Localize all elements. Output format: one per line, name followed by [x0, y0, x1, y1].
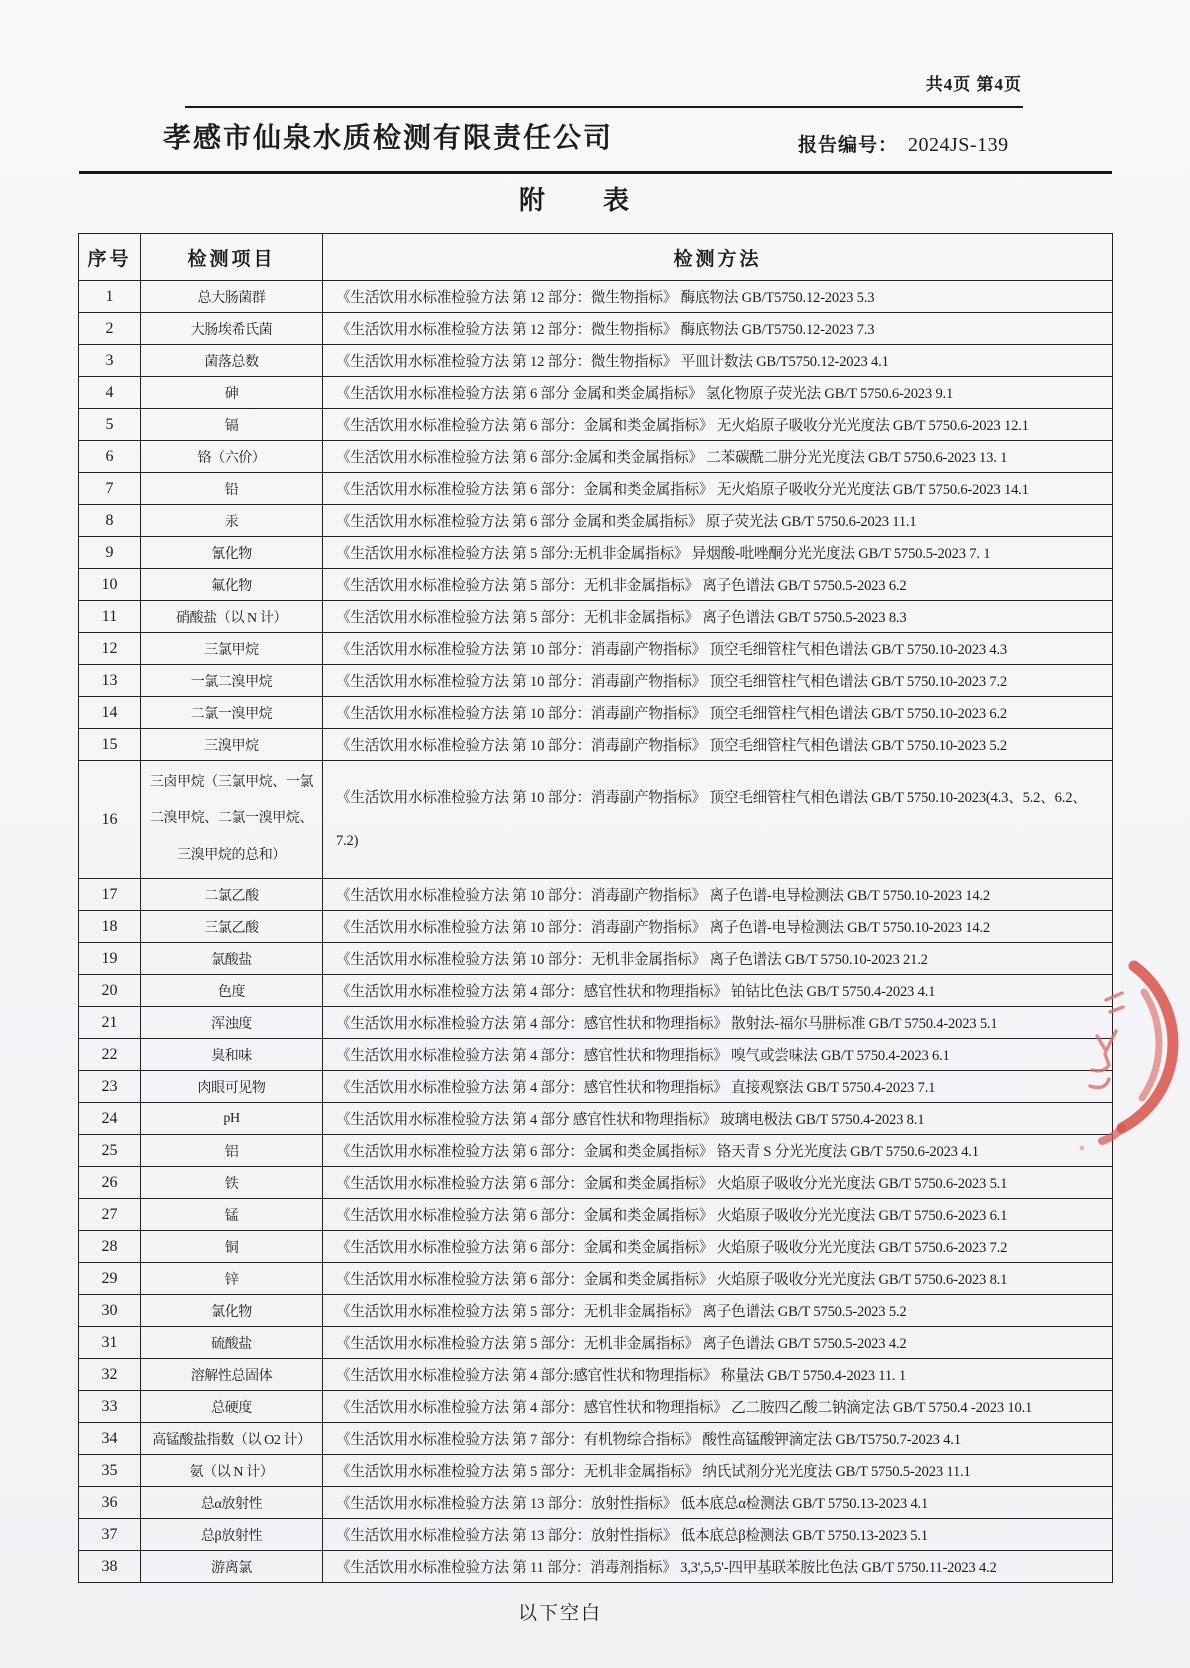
blank-below-note: 以下空白 — [517, 1603, 602, 1624]
row-number: 13 — [79, 665, 141, 697]
row-number: 25 — [79, 1135, 141, 1167]
test-method: 《生活饮用水标准检验方法 第 6 部分：金属和类金属指标》 火焰原子吸收分光光度法 GB/T 5750.6-2023 6.1 — [323, 1199, 1113, 1231]
test-item: 二氯乙酸 — [141, 879, 323, 911]
row-number: 15 — [79, 729, 141, 761]
test-method: 《生活饮用水标准检验方法 第 10 部分：无机非金属指标》 离子色谱法 GB/T 5750.10-2023 21.2 — [323, 943, 1113, 975]
row-number: 4 — [79, 377, 141, 409]
test-method: 《生活饮用水标准检验方法 第 12 部分：微生物指标》 平皿计数法 GB/T5750.12-2023 4.1 — [323, 345, 1113, 377]
row-number: 10 — [79, 569, 141, 601]
row-number: 26 — [79, 1167, 141, 1199]
test-method: 《生活饮用水标准检验方法 第 11 部分：消毒剂指标》 3,3',5,5'-四甲基联苯胺比色法 GB/T 5750.11-2023 4.2 — [323, 1551, 1113, 1583]
table-row — [79, 1039, 1113, 1071]
test-item: 三氯甲烷 — [141, 633, 323, 665]
table-row — [79, 1231, 1113, 1263]
test-method: 《生活饮用水标准检验方法 第 5 部分：无机非金属指标》 离子色谱法 GB/T 5750.5-2023 4.2 — [323, 1327, 1113, 1359]
table-row — [79, 345, 1113, 377]
row-number: 30 — [79, 1295, 141, 1327]
test-item: 总大肠菌群 — [141, 281, 323, 313]
table-row — [79, 761, 1113, 879]
test-item: 二氯一溴甲烷 — [141, 697, 323, 729]
table-row — [79, 729, 1113, 761]
row-number: 3 — [79, 345, 141, 377]
test-method: 《生活饮用水标准检验方法 第 4 部分：感官性状和物理指标》 铂钴比色法 GB/T 5750.4-2023 4.1 — [323, 975, 1113, 1007]
test-method: 《生活饮用水标准检验方法 第 5 部分：无机非金属指标》 纳氏试剂分光光度法 GB/T 5750.5-2023 11.1 — [323, 1455, 1113, 1487]
test-item: 硫酸盐 — [141, 1327, 323, 1359]
test-item: 肉眼可见物 — [141, 1071, 323, 1103]
test-item: 锰 — [141, 1199, 323, 1231]
test-item: 臭和味 — [141, 1039, 323, 1071]
table-row — [79, 1071, 1113, 1103]
test-item: 溶解性总固体 — [141, 1359, 323, 1391]
test-method: 《生活饮用水标准检验方法 第 4 部分:感官性状和物理指标》 称量法 GB/T 5750.4-2023 11. 1 — [323, 1359, 1113, 1391]
test-methods-table — [78, 233, 1113, 1583]
row-number: 24 — [79, 1103, 141, 1135]
test-method: 《生活饮用水标准检验方法 第 10 部分：消毒副产物指标》 离子色谱-电导检测法 GB/T 5750.10-2023 14.2 — [323, 879, 1113, 911]
row-number: 20 — [79, 975, 141, 1007]
test-method: 《生活饮用水标准检验方法 第 5 部分：无机非金属指标》 离子色谱法 GB/T 5750.5-2023 5.2 — [323, 1295, 1113, 1327]
test-item: 浑浊度 — [141, 1007, 323, 1039]
test-method: 《生活饮用水标准检验方法 第 5 部分:无机非金属指标》 异烟酸-吡唑酮分光光度法 GB/T 5750.5-2023 7. 1 — [323, 537, 1113, 569]
row-number: 34 — [79, 1423, 141, 1455]
test-method: 《生活饮用水标准检验方法 第 4 部分：感官性状和物理指标》 嗅气或尝味法 GB/T 5750.4-2023 6.1 — [323, 1039, 1113, 1071]
test-item: 色度 — [141, 975, 323, 1007]
row-number: 23 — [79, 1071, 141, 1103]
row-number: 27 — [79, 1199, 141, 1231]
table-row — [79, 1103, 1113, 1135]
table-row — [79, 1551, 1113, 1583]
table-row — [79, 1359, 1113, 1391]
row-number: 31 — [79, 1327, 141, 1359]
row-number: 29 — [79, 1263, 141, 1295]
table-row — [79, 1007, 1113, 1039]
page-title: 附 表 — [518, 186, 631, 215]
row-number: 17 — [79, 879, 141, 911]
test-method: 《生活饮用水标准检验方法 第 10 部分：消毒副产物指标》 顶空毛细管柱气相色谱法 GB/T 5750.10-2023 4.3 — [323, 633, 1113, 665]
test-item: 一氯二溴甲烷 — [141, 665, 323, 697]
row-number: 7 — [79, 473, 141, 505]
table-row — [79, 1455, 1113, 1487]
table-row — [79, 633, 1113, 665]
test-method: 《生活饮用水标准检验方法 第 6 部分：金属和类金属指标》 无火焰原子吸收分光光度法 GB/T 5750.6-2023 12.1 — [323, 409, 1113, 441]
test-item: 砷 — [141, 377, 323, 409]
test-item: 总硬度 — [141, 1391, 323, 1423]
test-method: 《生活饮用水标准检验方法 第 4 部分：感官性状和物理指标》 乙二胺四乙酸二钠滴定法 GB/T 5750.4 -2023 10.1 — [323, 1391, 1113, 1423]
test-item: 铜 — [141, 1231, 323, 1263]
test-method: 《生活饮用水标准检验方法 第 6 部分：金属和类金属指标》 火焰原子吸收分光光度法 GB/T 5750.6-2023 8.1 — [323, 1263, 1113, 1295]
test-method: 《生活饮用水标准检验方法 第 7 部分：有机物综合指标》 酸性高锰酸钾滴定法 GB/T5750.7-2023 4.1 — [323, 1423, 1113, 1455]
table-row — [79, 281, 1113, 313]
test-method: 《生活饮用水标准检验方法 第 5 部分：无机非金属指标》 离子色谱法 GB/T 5750.5-2023 6.2 — [323, 569, 1113, 601]
table-row — [79, 665, 1113, 697]
test-method: 《生活饮用水标准检验方法 第 10 部分：消毒副产物指标》 顶空毛细管柱气相色谱法 GB/T 5750.10-2023(4.3、5.2、6.2、7.2) — [323, 761, 1113, 879]
column-header-item: 检测项目 — [141, 234, 323, 281]
table-row — [79, 1167, 1113, 1199]
table-row — [79, 1423, 1113, 1455]
test-method: 《生活饮用水标准检验方法 第 6 部分 金属和类金属指标》 氢化物原子荧光法 GB/T 5750.6-2023 9.1 — [323, 377, 1113, 409]
test-item: 铝 — [141, 1135, 323, 1167]
test-method: 《生活饮用水标准检验方法 第 13 部分：放射性指标》 低本底总α检测法 GB/T 5750.13-2023 4.1 — [323, 1487, 1113, 1519]
test-item: pH — [141, 1103, 323, 1135]
report-number-block — [798, 130, 1009, 157]
test-method: 《生活饮用水标准检验方法 第 10 部分：消毒副产物指标》 顶空毛细管柱气相色谱法 GB/T 5750.10-2023 5.2 — [323, 729, 1113, 761]
test-item: 氯酸盐 — [141, 943, 323, 975]
test-item: 总α放射性 — [141, 1487, 323, 1519]
test-method: 《生活饮用水标准检验方法 第 5 部分：无机非金属指标》 离子色谱法 GB/T 5750.5-2023 8.3 — [323, 601, 1113, 633]
table-row — [79, 1519, 1113, 1551]
test-method: 《生活饮用水标准检验方法 第 6 部分：金属和类金属指标》 火焰原子吸收分光光度法 GB/T 5750.6-2023 7.2 — [323, 1231, 1113, 1263]
test-method: 《生活饮用水标准检验方法 第 4 部分：感官性状和物理指标》 直接观察法 GB/T 5750.4-2023 7.1 — [323, 1071, 1113, 1103]
test-method: 《生活饮用水标准检验方法 第 12 部分：微生物指标》 酶底物法 GB/T5750.12-2023 5.3 — [323, 281, 1113, 313]
test-method: 《生活饮用水标准检验方法 第 10 部分：消毒副产物指标》 顶空毛细管柱气相色谱法 GB/T 5750.10-2023 7.2 — [323, 665, 1113, 697]
test-item: 氟化物 — [141, 569, 323, 601]
row-number: 2 — [79, 313, 141, 345]
row-number: 8 — [79, 505, 141, 537]
row-number: 6 — [79, 441, 141, 473]
test-item: 镉 — [141, 409, 323, 441]
test-item: 铬（六价） — [141, 441, 323, 473]
report-number-label: 报告编号： — [798, 135, 899, 156]
row-number: 38 — [79, 1551, 141, 1583]
table-row — [79, 975, 1113, 1007]
row-number: 18 — [79, 911, 141, 943]
table-row — [79, 441, 1113, 473]
row-number: 11 — [79, 601, 141, 633]
test-item: 氯化物 — [141, 1295, 323, 1327]
row-number: 33 — [79, 1391, 141, 1423]
table-header — [79, 234, 1113, 281]
row-number: 12 — [79, 633, 141, 665]
test-item: 汞 — [141, 505, 323, 537]
column-header-method: 检测方法 — [323, 234, 1113, 281]
table-row — [79, 601, 1113, 633]
row-number: 21 — [79, 1007, 141, 1039]
row-number: 19 — [79, 943, 141, 975]
company-name: 孝感市仙泉水质检测有限责任公司 — [163, 122, 614, 153]
test-method: 《生活饮用水标准检验方法 第 4 部分 感官性状和物理指标》 玻璃电极法 GB/T 5750.4-2023 8.1 — [323, 1103, 1113, 1135]
test-item: 硝酸盐（以 N 计） — [141, 601, 323, 633]
row-number: 16 — [79, 761, 141, 879]
table-row — [79, 1135, 1113, 1167]
test-item: 三氯乙酸 — [141, 911, 323, 943]
header-bottom-rule — [79, 171, 1112, 174]
test-method: 《生活饮用水标准检验方法 第 10 部分：消毒副产物指标》 顶空毛细管柱气相色谱法 GB/T 5750.10-2023 6.2 — [323, 697, 1113, 729]
table-row — [79, 1487, 1113, 1519]
table-body — [79, 281, 1113, 1583]
row-number: 35 — [79, 1455, 141, 1487]
test-item: 氨（以 N 计） — [141, 1455, 323, 1487]
test-method: 《生活饮用水标准检验方法 第 10 部分：消毒副产物指标》 离子色谱-电导检测法 GB/T 5750.10-2023 14.2 — [323, 911, 1113, 943]
test-item: 总β放射性 — [141, 1519, 323, 1551]
table-row — [79, 1263, 1113, 1295]
table-row — [79, 313, 1113, 345]
row-number: 5 — [79, 409, 141, 441]
test-item: 菌落总数 — [141, 345, 323, 377]
table-row — [79, 911, 1113, 943]
test-method: 《生活饮用水标准检验方法 第 6 部分：金属和类金属指标》 铬天青 S 分光光度法 GB/T 5750.6-2023 4.1 — [323, 1135, 1113, 1167]
table-row — [79, 569, 1113, 601]
table-row — [79, 377, 1113, 409]
test-item: 氰化物 — [141, 537, 323, 569]
row-number: 22 — [79, 1039, 141, 1071]
test-method: 《生活饮用水标准检验方法 第 6 部分：金属和类金属指标》 无火焰原子吸收分光光度法 GB/T 5750.6-2023 14.1 — [323, 473, 1113, 505]
row-number: 9 — [79, 537, 141, 569]
report-number-value: 2024JS-139 — [908, 134, 1009, 156]
test-item: 游离氯 — [141, 1551, 323, 1583]
test-item: 三溴甲烷 — [141, 729, 323, 761]
test-item: 高锰酸盐指数（以 O2 计） — [141, 1423, 323, 1455]
table-row — [79, 1295, 1113, 1327]
table-row — [79, 943, 1113, 975]
test-item: 大肠埃希氏菌 — [141, 313, 323, 345]
page-number: 共4页 第4页 — [925, 75, 1022, 94]
row-number: 28 — [79, 1231, 141, 1263]
table-row — [79, 697, 1113, 729]
test-item: 铁 — [141, 1167, 323, 1199]
table-row — [79, 473, 1113, 505]
test-method: 《生活饮用水标准检验方法 第 12 部分：微生物指标》 酶底物法 GB/T5750.12-2023 7.3 — [323, 313, 1113, 345]
row-number: 1 — [79, 281, 141, 313]
table-row — [79, 1199, 1113, 1231]
test-method: 《生活饮用水标准检验方法 第 6 部分 金属和类金属指标》 原子荧光法 GB/T 5750.6-2023 11.1 — [323, 505, 1113, 537]
test-item: 铅 — [141, 473, 323, 505]
table-row — [79, 879, 1113, 911]
table-row — [79, 505, 1113, 537]
column-header-no: 序号 — [79, 234, 141, 281]
row-number: 14 — [79, 697, 141, 729]
test-method: 《生活饮用水标准检验方法 第 6 部分：金属和类金属指标》 火焰原子吸收分光光度法 GB/T 5750.6-2023 5.1 — [323, 1167, 1113, 1199]
table-row — [79, 537, 1113, 569]
table-row — [79, 409, 1113, 441]
row-number: 36 — [79, 1487, 141, 1519]
test-item: 锌 — [141, 1263, 323, 1295]
test-method: 《生活饮用水标准检验方法 第 13 部分：放射性指标》 低本底总β检测法 GB/T 5750.13-2023 5.1 — [323, 1519, 1113, 1551]
test-item: 三卤甲烷（三氯甲烷、一氯二溴甲烷、二氯一溴甲烷、三溴甲烷的总和） — [141, 761, 323, 879]
table-row — [79, 1391, 1113, 1423]
row-number: 37 — [79, 1519, 141, 1551]
row-number: 32 — [79, 1359, 141, 1391]
test-method: 《生活饮用水标准检验方法 第 6 部分:金属和类金属指标》 二苯碳酰二肼分光光度法 GB/T 5750.6-2023 13. 1 — [323, 441, 1113, 473]
header-top-rule — [185, 106, 1023, 108]
table-row — [79, 1327, 1113, 1359]
test-method: 《生活饮用水标准检验方法 第 4 部分：感官性状和物理指标》 散射法-福尔马肼标准 GB/T 5750.4-2023 5.1 — [323, 1007, 1113, 1039]
